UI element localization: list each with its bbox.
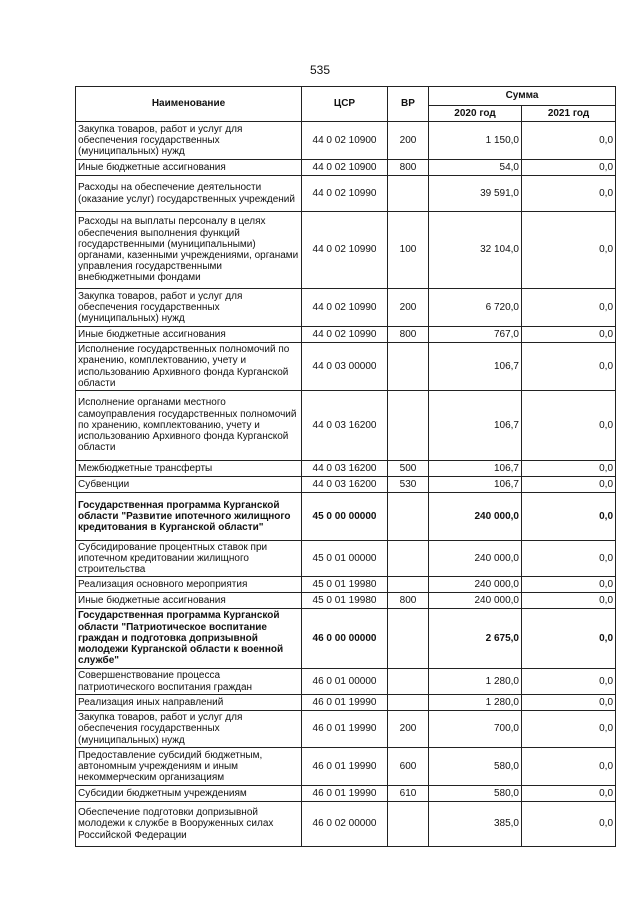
row-name-cell: Закупка товаров, работ и услуг для обеспечения государственных (муниципальных) нужд [76, 711, 302, 748]
row-vr-cell [388, 669, 429, 695]
row-csr-cell: 46 0 00 00000 [302, 609, 388, 669]
row-2020-cell: 32 104,0 [429, 212, 522, 289]
header-year-2020: 2020 год [429, 106, 522, 122]
row-2020-cell: 385,0 [429, 802, 522, 847]
table-row [76, 327, 616, 343]
row-name-cell: Субсидирование процентных ставок при ипотечном кредитовании жилищного строительства [76, 541, 302, 577]
row-2021-cell: 0,0 [522, 748, 616, 786]
header-csr: ЦСР [302, 87, 388, 122]
table-row [76, 577, 616, 593]
row-vr-cell: 610 [388, 786, 429, 802]
row-vr-cell: 100 [388, 212, 429, 289]
row-2020-cell: 580,0 [429, 748, 522, 786]
table-row [76, 343, 616, 391]
row-csr-cell: 46 0 01 19990 [302, 695, 388, 711]
row-2021-cell: 0,0 [522, 593, 616, 609]
row-2021-cell: 0,0 [522, 343, 616, 391]
table-row [76, 477, 616, 493]
row-name-cell: Государственная программа Курганской области "Патриотическое воспитание граждан и подготовка допризывной молодежи Курганской области к военной службе" [76, 609, 302, 669]
row-vr-cell [388, 609, 429, 669]
row-vr-cell: 200 [388, 289, 429, 327]
table-row [76, 176, 616, 212]
row-2020-cell: 240 000,0 [429, 593, 522, 609]
row-vr-cell: 800 [388, 593, 429, 609]
header-year-2021: 2021 год [522, 106, 616, 122]
row-csr-cell: 45 0 01 19980 [302, 593, 388, 609]
row-name-cell: Расходы на обеспечение деятельности (оказание услуг) государственных учреждений [76, 176, 302, 212]
table-row [76, 786, 616, 802]
row-2020-cell: 240 000,0 [429, 493, 522, 541]
row-csr-cell: 45 0 00 00000 [302, 493, 388, 541]
row-name-cell: Закупка товаров, работ и услуг для обеспечения государственных (муниципальных) нужд [76, 122, 302, 160]
row-name-cell: Межбюджетные трансферты [76, 461, 302, 477]
row-2020-cell: 700,0 [429, 711, 522, 748]
row-csr-cell: 44 0 02 10990 [302, 212, 388, 289]
row-csr-cell: 45 0 01 00000 [302, 541, 388, 577]
row-vr-cell: 200 [388, 122, 429, 160]
budget-table [75, 86, 616, 847]
row-2021-cell: 0,0 [522, 160, 616, 176]
row-vr-cell: 530 [388, 477, 429, 493]
row-csr-cell: 46 0 01 19990 [302, 786, 388, 802]
row-csr-cell: 44 0 02 10990 [302, 327, 388, 343]
row-name-cell: Государственная программа Курганской области "Развитие ипотечного жилищного кредитования в Курганской области" [76, 493, 302, 541]
row-csr-cell: 44 0 02 10900 [302, 160, 388, 176]
row-2020-cell: 580,0 [429, 786, 522, 802]
table-row [76, 160, 616, 176]
row-vr-cell: 800 [388, 327, 429, 343]
row-csr-cell: 46 0 01 00000 [302, 669, 388, 695]
row-2021-cell: 0,0 [522, 711, 616, 748]
row-csr-cell: 46 0 02 00000 [302, 802, 388, 847]
row-2020-cell: 240 000,0 [429, 577, 522, 593]
row-csr-cell: 45 0 01 19980 [302, 577, 388, 593]
table-row [76, 711, 616, 748]
header-name: Наименование [76, 87, 302, 122]
table-row [76, 122, 616, 160]
row-2020-cell: 106,7 [429, 461, 522, 477]
row-2021-cell: 0,0 [522, 391, 616, 461]
row-2020-cell: 106,7 [429, 477, 522, 493]
row-vr-cell [388, 802, 429, 847]
table-row [76, 593, 616, 609]
row-2021-cell: 0,0 [522, 786, 616, 802]
row-vr-cell [388, 493, 429, 541]
table-row [76, 289, 616, 327]
page-number: 535 [309, 63, 331, 77]
row-2021-cell: 0,0 [522, 695, 616, 711]
row-csr-cell: 44 0 02 10990 [302, 176, 388, 212]
row-2021-cell: 0,0 [522, 477, 616, 493]
row-vr-cell: 200 [388, 711, 429, 748]
row-2020-cell: 1 280,0 [429, 669, 522, 695]
row-2021-cell: 0,0 [522, 122, 616, 160]
row-name-cell: Исполнение органами местного самоуправления государственных полномочий по хранению, комплектованию, учету и использованию Архивного фонда Курганской области [76, 391, 302, 461]
row-name-cell: Обеспечение подготовки допризывной молодежи к службе в Вооруженных силах Российской Федерации [76, 802, 302, 847]
row-2020-cell: 767,0 [429, 327, 522, 343]
table-row [76, 802, 616, 847]
row-2021-cell: 0,0 [522, 609, 616, 669]
row-2020-cell: 54,0 [429, 160, 522, 176]
row-2020-cell: 2 675,0 [429, 609, 522, 669]
row-vr-cell: 500 [388, 461, 429, 477]
row-name-cell: Иные бюджетные ассигнования [76, 160, 302, 176]
row-2021-cell: 0,0 [522, 577, 616, 593]
row-name-cell: Закупка товаров, работ и услуг для обеспечения государственных (муниципальных) нужд [76, 289, 302, 327]
table-row [76, 748, 616, 786]
row-name-cell: Иные бюджетные ассигнования [76, 327, 302, 343]
row-name-cell: Иные бюджетные ассигнования [76, 593, 302, 609]
row-2021-cell: 0,0 [522, 802, 616, 847]
table-row [76, 695, 616, 711]
row-2020-cell: 39 591,0 [429, 176, 522, 212]
row-vr-cell [388, 577, 429, 593]
row-2021-cell: 0,0 [522, 669, 616, 695]
table-row [76, 609, 616, 669]
row-name-cell: Совершенствование процесса патриотического воспитания граждан [76, 669, 302, 695]
row-csr-cell: 46 0 01 19990 [302, 711, 388, 748]
header-sum: Сумма [429, 87, 616, 106]
row-2020-cell: 1 280,0 [429, 695, 522, 711]
row-csr-cell: 44 0 02 10900 [302, 122, 388, 160]
row-csr-cell: 44 0 03 00000 [302, 343, 388, 391]
table-body [76, 122, 616, 847]
row-vr-cell [388, 541, 429, 577]
header-vr: ВР [388, 87, 429, 122]
row-2020-cell: 1 150,0 [429, 122, 522, 160]
row-2020-cell: 6 720,0 [429, 289, 522, 327]
row-name-cell: Расходы на выплаты персоналу в целях обеспечения выполнения функций государственными (муниципальными) органами, казенными учреждениями, органами управления государственными внебюджетными фондами [76, 212, 302, 289]
row-2021-cell: 0,0 [522, 327, 616, 343]
row-vr-cell [388, 695, 429, 711]
row-2021-cell: 0,0 [522, 541, 616, 577]
row-csr-cell: 44 0 03 16200 [302, 391, 388, 461]
row-vr-cell: 600 [388, 748, 429, 786]
row-2021-cell: 0,0 [522, 493, 616, 541]
row-2021-cell: 0,0 [522, 212, 616, 289]
table-row [76, 669, 616, 695]
row-name-cell: Исполнение государственных полномочий по хранению, комплектованию, учету и использованию Архивного фонда Курганской области [76, 343, 302, 391]
table-row [76, 493, 616, 541]
row-csr-cell: 44 0 03 16200 [302, 461, 388, 477]
row-name-cell: Реализация основного мероприятия [76, 577, 302, 593]
row-2020-cell: 106,7 [429, 343, 522, 391]
row-csr-cell: 44 0 03 16200 [302, 477, 388, 493]
table-row [76, 212, 616, 289]
row-name-cell: Субсидии бюджетным учреждениям [76, 786, 302, 802]
row-vr-cell [388, 343, 429, 391]
row-csr-cell: 44 0 02 10990 [302, 289, 388, 327]
row-name-cell: Реализация иных направлений [76, 695, 302, 711]
row-name-cell: Субвенции [76, 477, 302, 493]
row-name-cell: Предоставление субсидий бюджетным, автономным учреждениям и иным некоммерческим организациям [76, 748, 302, 786]
row-2020-cell: 240 000,0 [429, 541, 522, 577]
row-2021-cell: 0,0 [522, 461, 616, 477]
table-row [76, 461, 616, 477]
row-csr-cell: 46 0 01 19990 [302, 748, 388, 786]
table-header [76, 87, 616, 122]
row-2021-cell: 0,0 [522, 176, 616, 212]
table-row [76, 391, 616, 461]
row-2020-cell: 106,7 [429, 391, 522, 461]
row-vr-cell [388, 176, 429, 212]
table-row [76, 541, 616, 577]
row-vr-cell: 800 [388, 160, 429, 176]
row-2021-cell: 0,0 [522, 289, 616, 327]
row-vr-cell [388, 391, 429, 461]
